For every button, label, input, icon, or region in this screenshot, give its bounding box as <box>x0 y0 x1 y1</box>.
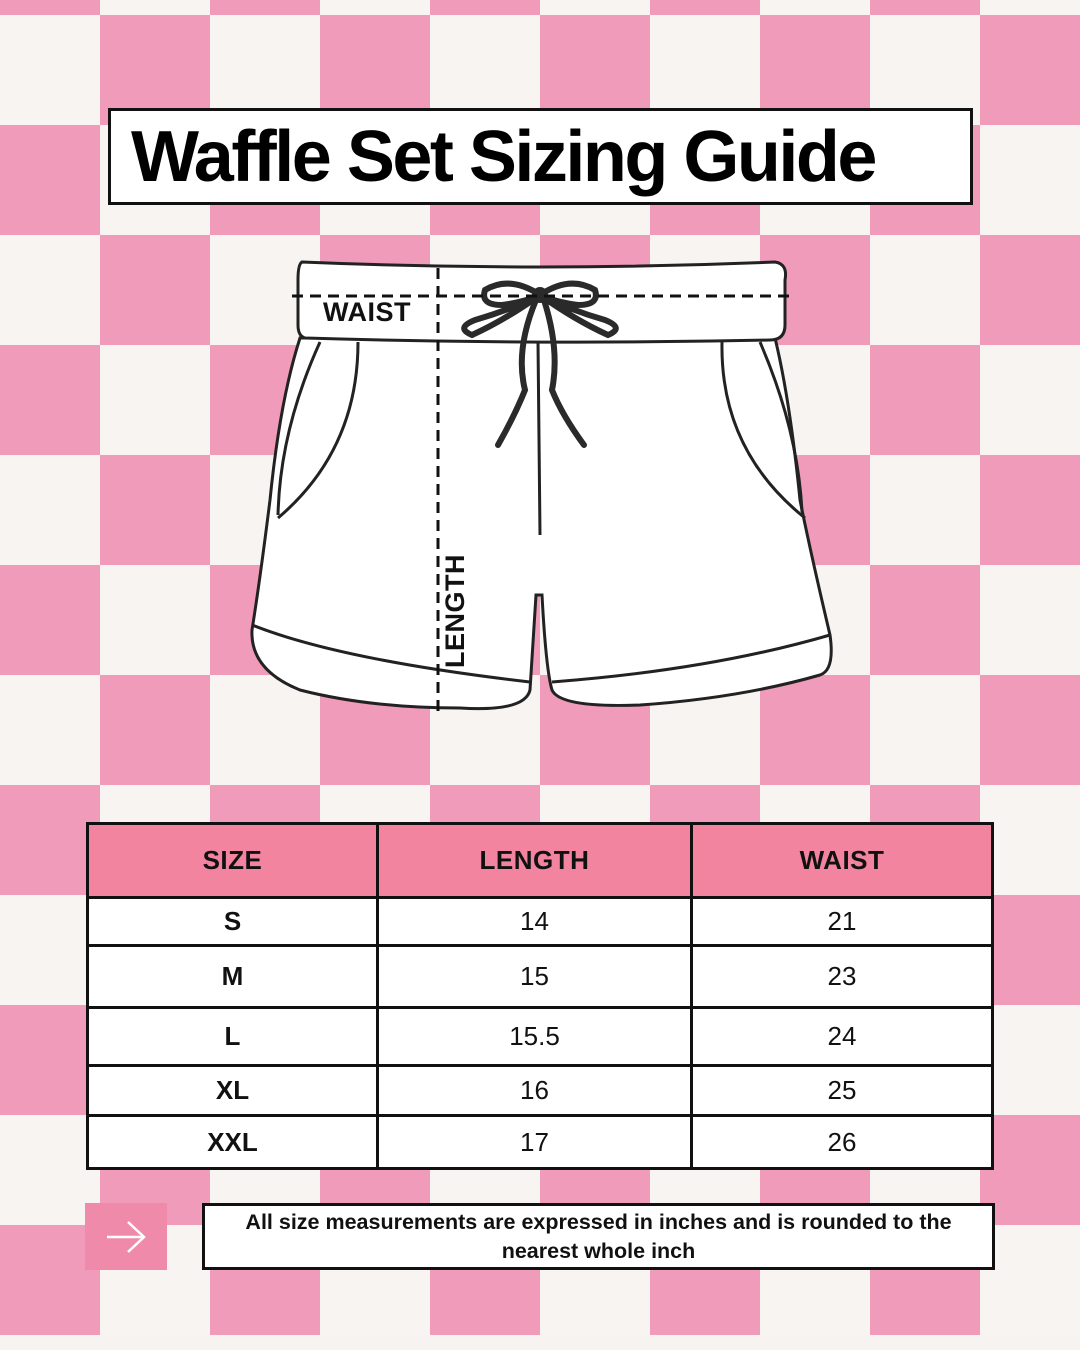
checker-tile <box>870 565 980 675</box>
table-row <box>88 898 993 946</box>
cell-waist: 25 <box>692 1066 993 1116</box>
length-label: LENGTH <box>440 554 470 668</box>
note-text: All size measurements are expressed in inches and is rounded to the nearest whole inch <box>245 1209 952 1263</box>
checker-tile <box>980 1115 1080 1225</box>
checker-tile <box>100 455 210 565</box>
checker-tile <box>980 785 1080 895</box>
checker-tile <box>760 0 870 15</box>
cell-size: XL <box>88 1066 378 1116</box>
checker-tile <box>980 345 1080 455</box>
checker-tile <box>0 565 100 675</box>
checker-tile <box>100 675 210 785</box>
checker-tile <box>100 565 210 675</box>
checker-tile <box>430 0 540 15</box>
checker-tile <box>100 0 210 15</box>
measurement-note <box>202 1203 995 1270</box>
checker-tile <box>980 455 1080 565</box>
page-title: Waffle Set Sizing Guide <box>131 116 875 197</box>
checker-tile <box>100 235 210 345</box>
checker-tile <box>650 0 760 15</box>
cell-size: XXL <box>88 1116 378 1169</box>
cell-length: 14 <box>378 898 692 946</box>
cell-size: L <box>88 1008 378 1066</box>
checker-tile <box>210 0 320 15</box>
table-row <box>88 1116 993 1169</box>
checker-tile <box>0 455 100 565</box>
checker-tile <box>980 565 1080 675</box>
checker-tile <box>980 125 1080 235</box>
checker-tile <box>0 15 100 125</box>
header-length: LENGTH <box>378 824 692 898</box>
checker-tile <box>540 0 650 15</box>
cell-length: 15.5 <box>378 1008 692 1066</box>
checker-tile <box>870 455 980 565</box>
checker-tile <box>980 895 1080 1005</box>
checker-tile <box>870 345 980 455</box>
table-row <box>88 1066 993 1116</box>
checker-tile <box>870 675 980 785</box>
cell-waist: 23 <box>692 946 993 1008</box>
checker-tile <box>320 0 430 15</box>
checker-tile <box>0 675 100 785</box>
table-row <box>88 946 993 1008</box>
arrow-right-icon <box>104 1220 148 1254</box>
checker-tile <box>980 675 1080 785</box>
checker-tile <box>980 235 1080 345</box>
cell-length: 15 <box>378 946 692 1008</box>
title-box <box>108 108 973 205</box>
waist-label: WAIST <box>323 297 411 327</box>
cell-waist: 26 <box>692 1116 993 1169</box>
checker-tile <box>980 15 1080 125</box>
header-size: SIZE <box>88 824 378 898</box>
checker-tile <box>0 785 100 895</box>
table-header-row <box>88 824 993 898</box>
checker-tile <box>0 345 100 455</box>
cell-size: S <box>88 898 378 946</box>
cell-length: 17 <box>378 1116 692 1169</box>
checker-tile <box>980 0 1080 15</box>
checker-tile <box>870 235 980 345</box>
checker-tile <box>0 0 100 15</box>
checker-tile <box>870 0 980 15</box>
next-arrow-button[interactable] <box>85 1203 167 1270</box>
checker-tile <box>100 345 210 455</box>
cell-size: M <box>88 946 378 1008</box>
header-waist: WAIST <box>692 824 993 898</box>
cell-waist: 24 <box>692 1008 993 1066</box>
shorts-body <box>252 338 831 709</box>
cell-length: 16 <box>378 1066 692 1116</box>
checker-tile <box>980 1005 1080 1115</box>
size-table <box>86 822 994 1170</box>
table-row <box>88 1008 993 1066</box>
checker-tile <box>0 235 100 345</box>
checker-tile <box>980 1225 1080 1335</box>
checker-tile <box>0 125 100 235</box>
checker-tile <box>0 895 100 1005</box>
checker-tile <box>0 1005 100 1115</box>
cell-waist: 21 <box>692 898 993 946</box>
